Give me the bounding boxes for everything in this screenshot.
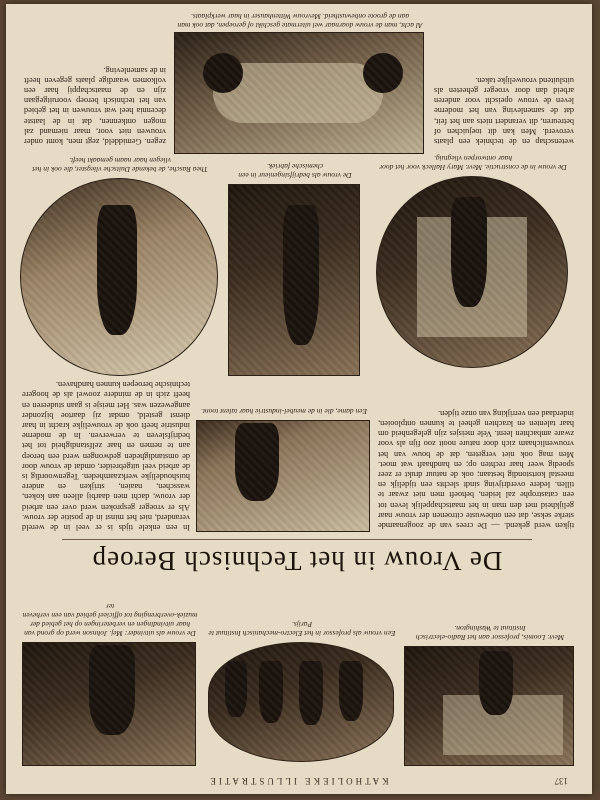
body-column-bottom-right: zegen. Gemiddeld, zegt men, komt onder vrouwen niet voor, maar niemand zal mogen ontkennen, dat in de laatste decennia heel wat vrouwen in het gebied van het technisch beroep vooruitgegaan zijn en de maatschappij haar een volkomen waardige plaats gegeven heeft in de samenleving. [24,65,166,146]
title-rule [62,539,532,540]
photo-radio-inventor [22,642,196,766]
caption-flowers: Thea Rasche, de bekende Duitsche vliegster, die ook in het vliegen haar naam gemaakt heeft. [32,156,208,174]
body-column-bottom-left: wetenschap en de techniek een plaats veroverd. Men kan dit toejuichen of betreuren, dit verandert niets aan het feit, dat de samenleving van het moderne leven de vrouw opeischt voor anderen arbeid dan door vroeger geheeten als uitsluitend vrouwelijke taken. [434,75,574,146]
magazine-page [6,4,592,794]
photo-chemist [228,184,360,376]
photo-car-workshop [174,32,424,154]
magazine-name: KATHOLIEKE ILLUSTRATIE [207,776,389,786]
rotated-page-content [6,4,592,794]
body-column-right: In een enkele tijds is er veel in de wereld veranderd, niet het minst in de positie der vrouw. Als er vroeger gesproken werd over een arbeid der vrouw, dacht men daarbij alleen aan koken, wasschen, naaien, strijken en andere huishoudelijke werkzaamheden. Tegenwoordig is de arbeid veel uitgebreider, omdat de vrouw door de omstandigheden gedwongen werd een beroep aan te nemen en haar zelfstandigheid tot het bedrijfsleven te verwerven. In de moderne industrie heeft ook de vrouwelijke kracht in haar dienst gesteld, omdat zij daartoe bijzonder aangewezen was. Het meisje is gaan studeeren en heeft zich in de mindere zoowel als de hoogere technische beroepen kunnen handhaven. [22,380,190,532]
caption-radio: De vrouw als uitvinder: Mej. Johnson werd op grond van haar uitvindingen en verbeteringen op het gebied der muziek-overbrenging tot officieel gebied van een verheven ter [22,602,198,638]
article-title: De Vrouw in het Technisch Beroep [91,546,503,576]
caption-construction: De vrouw in de constructie. Mevr. Mary Halleck voor het door haar ontworpen vliegtuig. [379,154,567,172]
page-number: 137 [554,776,568,786]
caption-group: Een vrouw als professor in het Electro-mechanisch Instituut te Parijs. [208,620,396,638]
photo-oscillograph [404,646,574,766]
caption-woodwork: Een dame, die in de meubel-industrie haar talent toont. [200,407,368,416]
body-column-left: tijken werd gekend. — De crees van de zoogenaamde sterke sekse, dat een onbewuste citroenen der vrouw naar gelijkheid met den man in het maatschappelijk leven tot een catastrophe zal leiden, behoeft men niet zwaar te tillen. Iedere overdrijving sindt slechts een tijdelijk en meestal kortstondig bestaan; ook de natuur drukt er zeer spoedig weer haar rechten op; en handhaaft wat moet. Men mag ook niet vergeten, dat de bouw van het vrouwenlichaam zich door nature nooit zoo fijn als voor zware ambachten leent. Vele meisjes zijn gelegenheid om haar talenten en krachten geheel te kunnen ontplooien, inderdaad een verrijking van onze tijden. [378,408,574,530]
photo-group-oval [208,642,394,762]
photo-woodwork [196,420,370,532]
page-header [28,772,568,786]
caption-car: Al acht, man de vrouw doarnaar wel uitermate geschikt of geroepen, dat ook man aan de groote onbewustheid. Mevrouw Wittenhauser in haar werkplaats. [177,12,423,30]
caption-oscillograph: Mevr. Loomis, professor aan het Radio-electrisch Instituut te Washington. [415,624,565,642]
photo-flowers-circle [20,178,218,376]
photo-construction-circle [376,176,568,368]
caption-chemist: De vrouw als bedrijfsingenieur in een chemische fabriek. [238,162,352,180]
